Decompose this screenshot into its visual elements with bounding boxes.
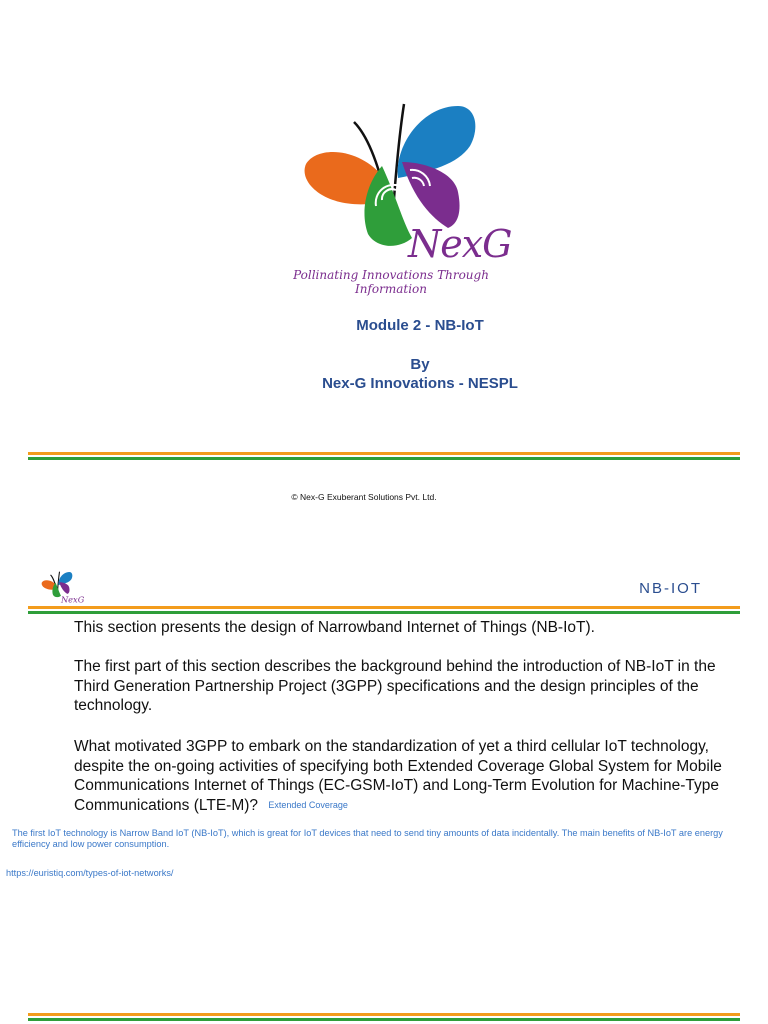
header-divider-orange <box>28 606 740 609</box>
purple-wing <box>402 162 460 228</box>
logo-tagline: Pollinating Innovations Through Information <box>293 268 489 296</box>
copyright-text: © Nex-G Exuberant Solutions Pvt. Ltd. <box>291 492 437 502</box>
nexg-logo-small <box>34 569 85 607</box>
svg-text:NexG: NexG <box>60 594 85 605</box>
divider-orange <box>28 452 740 455</box>
logo-brand-text: NexG <box>408 222 512 266</box>
footer-divider-orange <box>28 1013 740 1016</box>
presenter-name: Nex-G Innovations - NESPL <box>322 375 518 392</box>
paragraph-1: This section presents the design of Narrowband Internet of Things (NB-IoT). <box>74 619 595 636</box>
note-text: The first IoT technology is Narrow Band IoT (NB-IoT), which is great for IoT devices that need to send tiny amounts of data incidentally. The main benefits of NB-IoT are energy efficiency and low power consumption. <box>12 828 723 849</box>
module-title: Module 2 - NB-IoT <box>356 317 484 334</box>
source-link[interactable]: https://euristiq.com/types-of-iot-networks/ <box>6 868 174 878</box>
paragraph-3-text: What motivated 3GPP to embark on the standardization of yet a third cellular IoT technology, despite the on-going activities of specifying both Extended Coverage Global System for Mobile Communications Internet of Things (EC-GSM-IoT) and Long-Term Evolution for Machine-Type Communications (LTE-M)? <box>74 738 722 814</box>
annotation-label[interactable]: Extended Coverage <box>268 799 348 810</box>
paragraph-2: The first part of this section describes the background behind the introduction of NB-IoT in the Third Generation Partnership Project (3GPP) specifications and the design principles of the technology. <box>74 658 716 714</box>
slide-header-label: NB-IOT <box>639 580 702 597</box>
footer-divider-green <box>28 1018 740 1021</box>
by-label: By <box>410 356 430 373</box>
divider-green <box>28 457 740 460</box>
header-divider-green <box>28 611 740 614</box>
paragraph-3 <box>74 737 734 815</box>
